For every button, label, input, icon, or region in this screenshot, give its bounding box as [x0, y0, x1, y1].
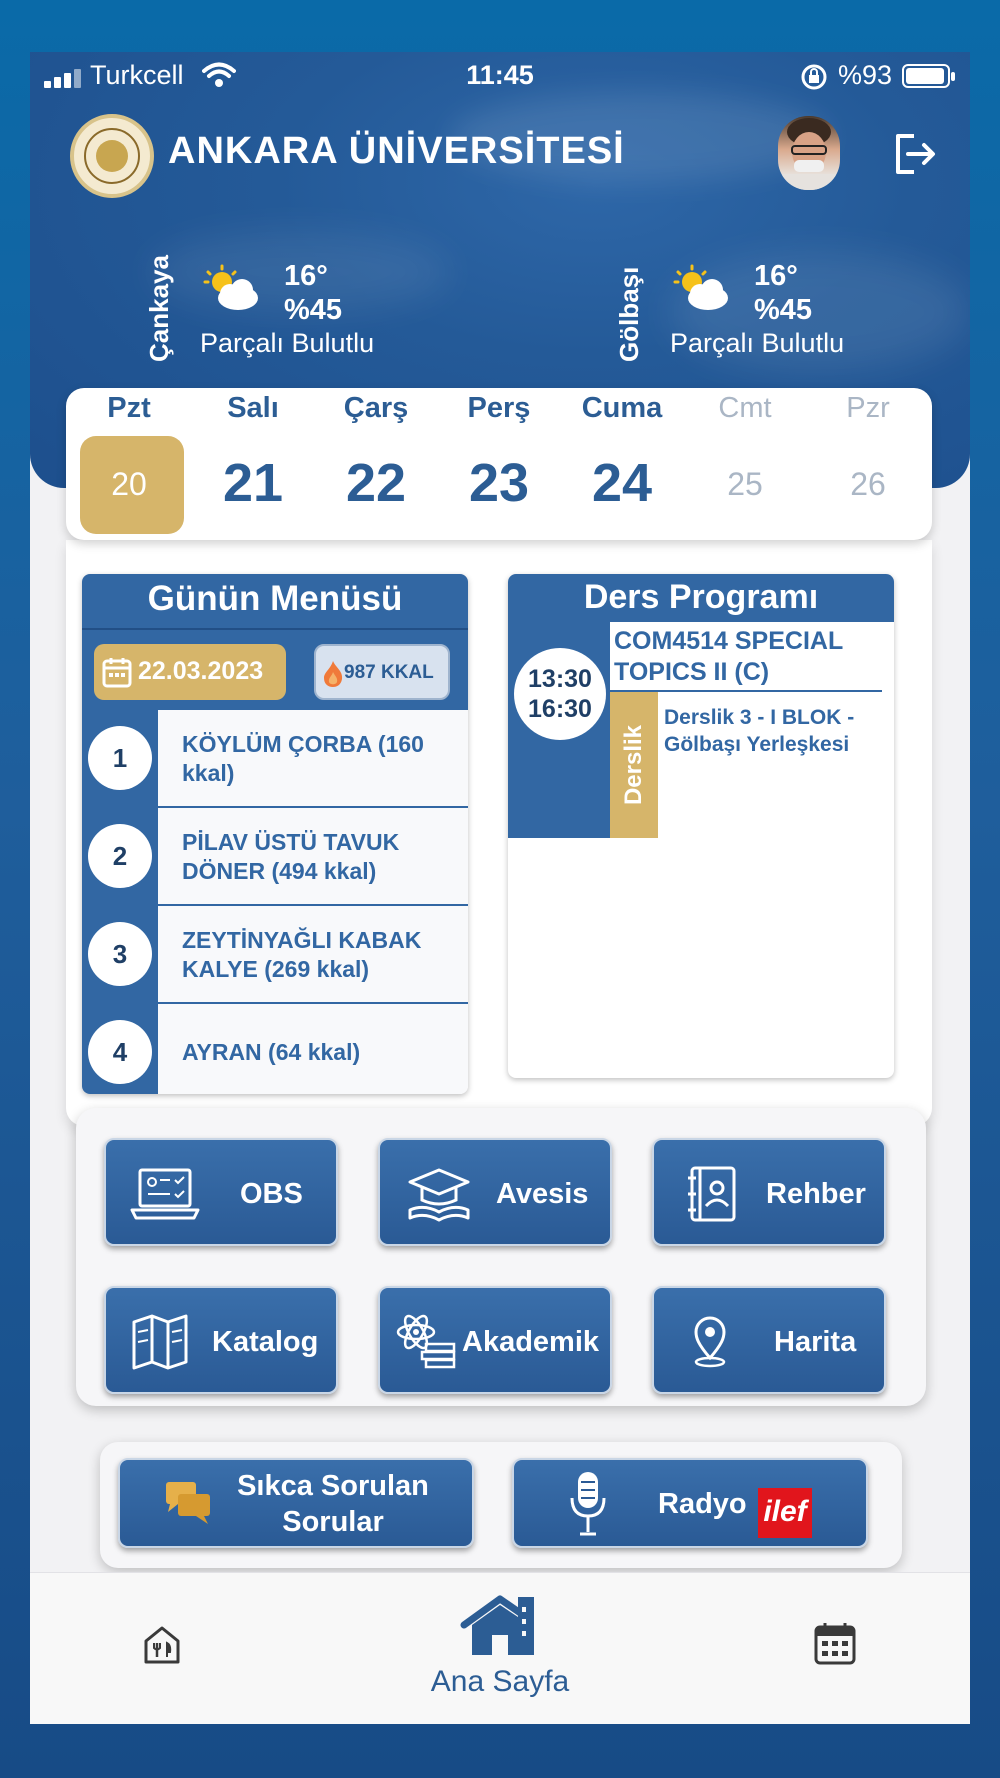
classroom-location: Derslik 3 - I BLOK - Gölbaşı Yerleşkesi: [664, 706, 855, 756]
calorie-total: 987 KKAL: [344, 662, 434, 683]
obs-label: OBS: [240, 1178, 303, 1210]
day-wednesday[interactable]: [321, 388, 431, 540]
graduation-cap-icon: [404, 1166, 474, 1222]
ilef-logo: ilef: [758, 1488, 812, 1538]
day-name: Çarş: [343, 392, 409, 424]
harita-label: Harita: [774, 1326, 857, 1358]
rehber-label: Rehber: [766, 1178, 866, 1210]
university-title: ANKARA ÜNİVERSİTESİ: [168, 130, 625, 172]
weather-condition: Parçalı Bulutlu: [670, 328, 845, 358]
menu-item: [82, 1004, 468, 1094]
menu-item: [82, 906, 468, 1004]
menu-summary: [82, 628, 468, 710]
menu-item-label: AYRAN (64 kkal): [182, 1039, 361, 1065]
faq-label: Sıkca Sorulan Sorular: [237, 1470, 429, 1538]
university-logo: [70, 114, 154, 198]
harita-button[interactable]: [652, 1286, 886, 1394]
katalog-button[interactable]: [104, 1286, 338, 1394]
course-name: COM4514 SPECIAL TOPICS II (C): [614, 627, 843, 686]
time-column: [508, 622, 610, 838]
menu-item: [82, 808, 468, 906]
calendar-icon[interactable]: [814, 1621, 856, 1665]
day-name: Perş: [467, 392, 531, 424]
schedule-title: Ders Programı: [508, 574, 894, 622]
quick-links-panel: [76, 1108, 926, 1406]
day-monday[interactable]: [74, 388, 184, 540]
fire-icon: [322, 660, 344, 688]
rehber-button[interactable]: [652, 1138, 886, 1246]
day-number: 24: [591, 453, 653, 513]
avatar[interactable]: [778, 116, 840, 190]
avesis-button[interactable]: [378, 1138, 612, 1246]
day-number: 20: [111, 466, 147, 502]
classroom-tag: [610, 692, 658, 838]
day-name: Pzt: [107, 392, 151, 424]
day-number: 23: [468, 453, 530, 513]
day-name: Pzr: [846, 392, 890, 424]
katalog-label: Katalog: [212, 1326, 319, 1358]
carrier-name: Turkcell: [90, 60, 184, 90]
week-calendar: [66, 388, 932, 540]
day-number: 25: [727, 466, 763, 502]
battery-icon: [902, 64, 950, 88]
weather-temp: 16°: [754, 260, 798, 292]
day-friday[interactable]: [567, 388, 677, 540]
day-thursday[interactable]: [444, 388, 554, 540]
class-end-time: 16:30: [528, 695, 592, 723]
science-books-icon: [392, 1314, 462, 1370]
bottom-links-panel: [100, 1442, 902, 1568]
course-schedule-card[interactable]: [508, 574, 894, 1078]
folded-map-icon: [130, 1314, 200, 1370]
menu-item-label: PİLAV ÜSTÜ TAVUK DÖNER (494 kkal): [182, 829, 400, 884]
tab-home-label[interactable]: Ana Sayfa: [430, 1665, 570, 1698]
calorie-badge: [314, 644, 450, 700]
day-name: Salı: [227, 392, 279, 424]
weather-humidity: %45: [284, 294, 343, 326]
chat-bubbles-icon: [164, 1480, 212, 1526]
day-number: 22: [345, 453, 407, 513]
radio-label: Radyo: [658, 1488, 747, 1520]
day-sunday[interactable]: [813, 388, 923, 540]
menu-item-number: 2: [88, 824, 152, 888]
weather-temp: 16°: [284, 260, 328, 292]
app-screen: [30, 52, 970, 1724]
menu-title: Günün Menüsü: [82, 574, 468, 628]
weather-condition: Parçalı Bulutlu: [200, 328, 375, 358]
menu-item-number: 3: [88, 922, 152, 986]
contact-book-icon: [678, 1166, 748, 1222]
day-number: 21: [222, 453, 284, 513]
day-name: Cuma: [581, 392, 663, 424]
weather-city: Çankaya: [144, 255, 174, 362]
obs-button[interactable]: [104, 1138, 338, 1246]
home-icon[interactable]: [460, 1595, 540, 1657]
menu-date: 22.03.2023: [138, 657, 264, 685]
rotation-lock-icon: [800, 63, 828, 91]
akademik-button[interactable]: [378, 1286, 612, 1394]
radio-button[interactable]: [512, 1458, 868, 1548]
menu-item-label: KÖYLÜM ÇORBA (160 kkal): [182, 731, 424, 786]
daily-menu-card[interactable]: [82, 574, 468, 1094]
menu-item-label: ZEYTİNYAĞLI KABAK KALYE (269 kkal): [182, 927, 422, 982]
day-saturday[interactable]: [690, 388, 800, 540]
battery-percent: %93: [838, 60, 893, 90]
weather-city: Gölbaşı: [614, 266, 644, 362]
avesis-label: Avesis: [496, 1178, 589, 1210]
clock: 11:45: [466, 60, 534, 90]
partly-cloudy-icon: [202, 264, 262, 314]
akademik-label: Akademik: [462, 1326, 600, 1358]
class-start-time: 13:30: [528, 665, 592, 693]
laptop-checklist-icon: [130, 1166, 200, 1222]
logout-icon[interactable]: [892, 132, 938, 176]
menu-item: [82, 710, 468, 808]
menu-date-badge: [94, 644, 286, 700]
partly-cloudy-icon: [672, 264, 732, 314]
map-pin-icon: [684, 1314, 754, 1370]
day-name: Cmt: [718, 392, 772, 424]
menu-item-number: 4: [88, 1020, 152, 1084]
faq-button[interactable]: [118, 1458, 474, 1548]
calendar-icon: [102, 656, 132, 688]
tab-bar: [30, 1572, 970, 1724]
day-number: 26: [850, 466, 886, 502]
menu-item-number: 1: [88, 726, 152, 790]
classroom-tag-label: Derslik: [620, 724, 647, 806]
class-time: [514, 648, 606, 740]
status-bar: [30, 52, 970, 98]
weather-humidity: %45: [754, 294, 813, 326]
microphone-icon: [568, 1470, 608, 1540]
restaurant-icon[interactable]: [142, 1625, 182, 1665]
day-tuesday[interactable]: [198, 388, 308, 540]
